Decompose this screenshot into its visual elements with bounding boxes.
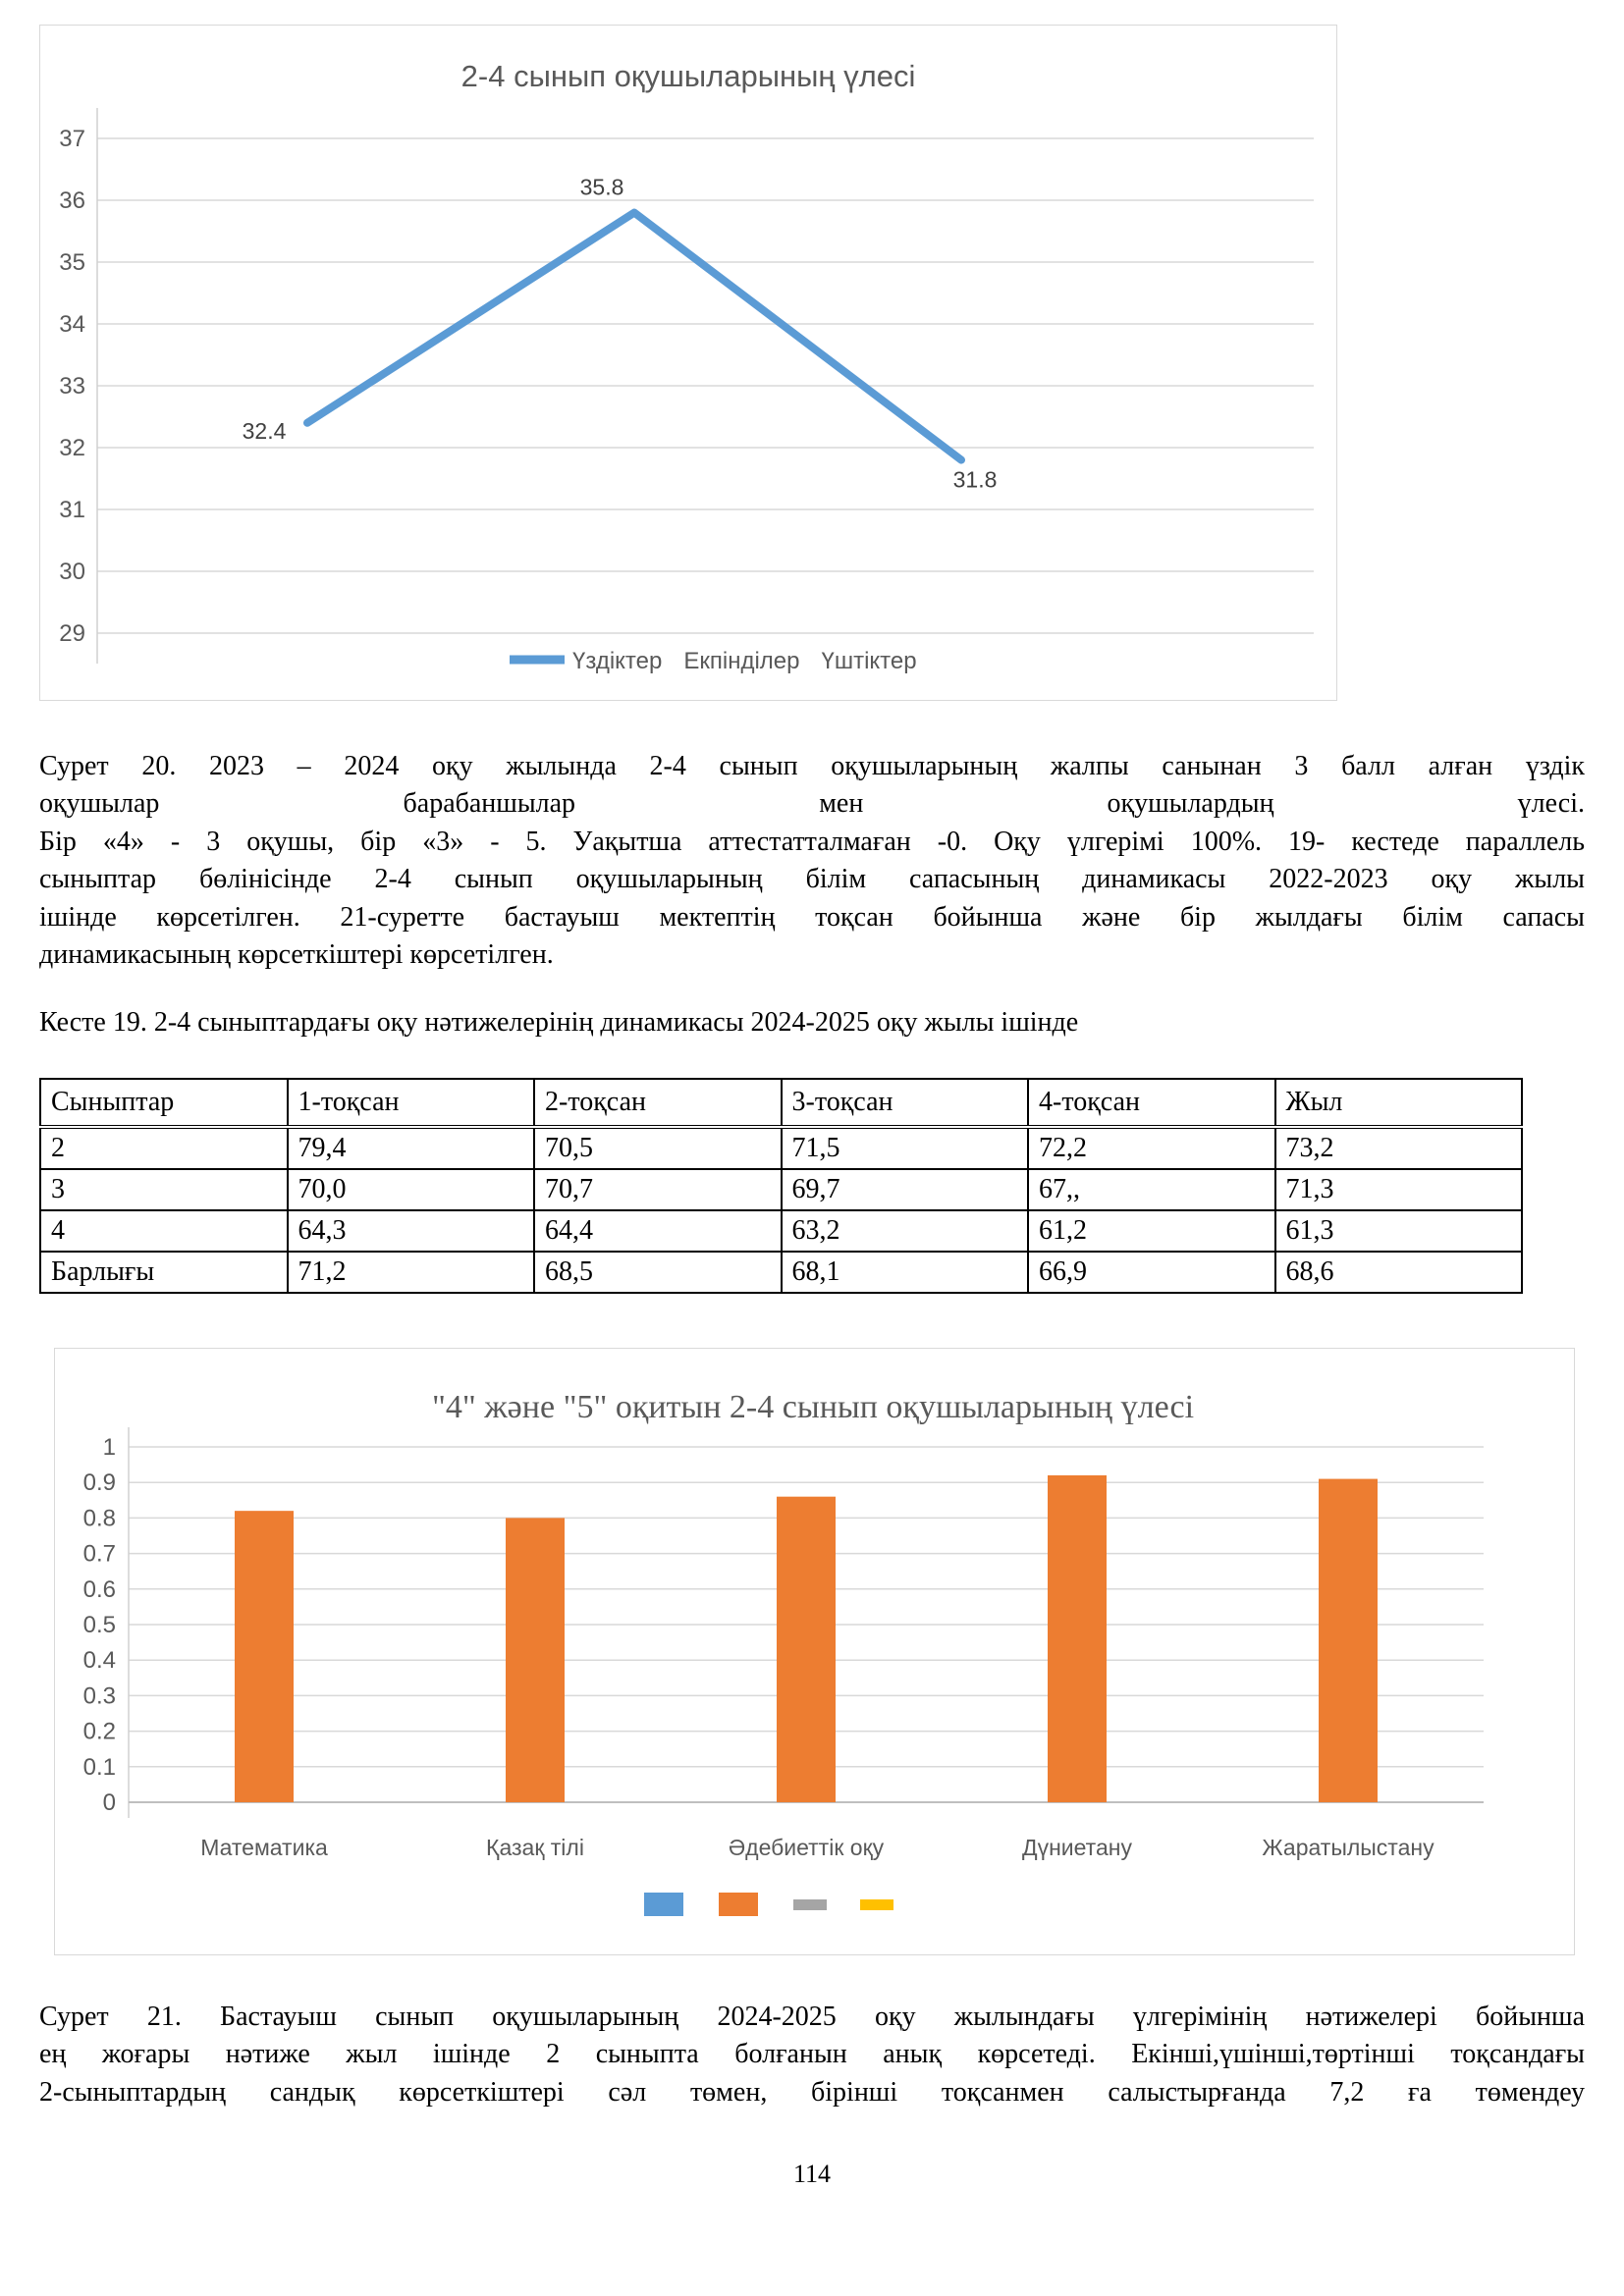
line-chart-canvas	[40, 26, 1336, 700]
results-table-wrap	[39, 1078, 1523, 1294]
table-cell: 79,4	[288, 1127, 535, 1169]
paragraph-line: Сурет 20. 2023 – 2024 оқу жылында 2-4 сынып оқушыларының жалпы санынан 3 балл алған үздік	[39, 751, 1585, 781]
table-cell: 68,5	[534, 1252, 782, 1293]
table-cell: 67,,	[1028, 1169, 1275, 1210]
table-cell: 72,2	[1028, 1127, 1275, 1169]
bar	[777, 1497, 836, 1802]
paragraph-line: 2-сыныптардың сандық көрсеткіштері сәл төмен, бірінші тоқсанмен салыстырғанда 7,2 ға төмендеу	[39, 2076, 1585, 2108]
legend-swatch	[793, 1899, 827, 1910]
y-axis-tick: 1	[102, 1434, 116, 1461]
legend-swatch	[860, 1899, 893, 1910]
y-axis-tick: 0.7	[82, 1540, 116, 1568]
paragraph-line: Бір «4» - 3 оқушы, бір «3» - 5. Уақытша аттестатталмаған -0. Оқу үлгерімі 100%. 19- кестеде параллель	[39, 826, 1585, 857]
bar	[235, 1511, 294, 1802]
y-axis-tick: 32	[59, 435, 85, 461]
y-axis-tick: 31	[59, 497, 85, 523]
table-header-cell: Жыл	[1275, 1079, 1523, 1127]
table-cell: Барлығы	[40, 1252, 288, 1293]
paragraph-line: Сурет 21. Бастауыш сынып оқушыларының 2024-2025 оқу жылындағы үлгерімінің нәтижелері бойынша	[39, 2002, 1585, 2032]
category-label: Қазақ тілі	[486, 1835, 584, 1860]
table-row	[40, 1169, 1522, 1210]
bar	[506, 1518, 565, 1802]
y-axis-tick: 0.9	[82, 1469, 116, 1497]
table-cell: 70,0	[288, 1169, 535, 1210]
category-label: Математика	[200, 1835, 328, 1860]
category-label: Жаратылыстану	[1262, 1835, 1435, 1860]
bar	[1048, 1475, 1107, 1802]
bar	[1319, 1479, 1378, 1802]
table-header-cell: 3-тоқсан	[782, 1079, 1029, 1127]
y-axis-tick: 37	[59, 126, 85, 152]
table-header-cell: Сыныптар	[40, 1079, 288, 1127]
y-axis-tick: 0.6	[82, 1575, 116, 1603]
y-axis-tick: 0.4	[82, 1647, 116, 1675]
table-cell: 71,3	[1275, 1169, 1523, 1210]
table-cell: 64,4	[534, 1210, 782, 1252]
y-axis-tick: 0.2	[82, 1718, 116, 1745]
table-cell: 70,5	[534, 1127, 782, 1169]
y-axis-tick: 29	[59, 620, 85, 647]
y-axis-tick: 34	[59, 311, 85, 338]
table-cell: 64,3	[288, 1210, 535, 1252]
table-header-cell: 1-тоқсан	[288, 1079, 535, 1127]
table-cell: 2	[40, 1127, 288, 1169]
table-cell: 61,2	[1028, 1210, 1275, 1252]
table-row	[40, 1210, 1522, 1252]
table-cell: 61,3	[1275, 1210, 1523, 1252]
results-table	[39, 1078, 1523, 1294]
legend-label: Үздіктер Екпінділер Үштіктер	[572, 648, 917, 674]
data-label: 35.8	[579, 174, 624, 200]
y-axis-tick: 0.8	[82, 1505, 116, 1532]
data-series-line	[307, 213, 961, 460]
table-cell: 66,9	[1028, 1252, 1275, 1293]
chart-title: 2-4 сынып оқушыларының үлесі	[460, 59, 916, 93]
table-header-row	[40, 1079, 1522, 1127]
line-chart-pupil-share	[39, 25, 1337, 701]
data-label: 31.8	[952, 466, 998, 493]
table-cell: 71,2	[288, 1252, 535, 1293]
page-number: 114	[792, 2160, 832, 2188]
table-cell: 4	[40, 1210, 288, 1252]
data-label: 32.4	[242, 417, 287, 444]
y-axis-tick: 0.3	[82, 1682, 116, 1710]
y-axis-tick: 0.5	[82, 1612, 116, 1638]
table-caption: Кесте 19. 2-4 сыныптардағы оқу нәтижелерінің динамикасы 2024-2025 оқу жылы ішінде	[39, 1007, 1079, 1038]
table-header-cell: 2-тоқсан	[534, 1079, 782, 1127]
category-label: Әдебиеттік оқу	[728, 1835, 885, 1860]
figure20-paragraph	[39, 748, 1585, 974]
chart-title: "4" және "5" оқитын 2-4 сынып оқушыларының үлесі	[431, 1389, 1195, 1425]
table-header-cell: 4-тоқсан	[1028, 1079, 1275, 1127]
y-axis-tick: 35	[59, 249, 85, 276]
paragraph-line: сыныптар бөлінісінде 2-4 сынып оқушыларының білім сапасының динамикасы 2022-2023 оқу жылы	[39, 864, 1585, 895]
bar-chart-good-excellent	[54, 1348, 1575, 1955]
y-axis-tick: 30	[59, 559, 85, 585]
legend-swatch	[644, 1893, 683, 1916]
bar-chart-canvas	[55, 1349, 1574, 1954]
table-cell: 3	[40, 1169, 288, 1210]
table-cell: 68,1	[782, 1252, 1029, 1293]
table-cell: 63,2	[782, 1210, 1029, 1252]
table-cell: 69,7	[782, 1169, 1029, 1210]
paragraph-line: оқушылар барабаншылар мен оқушылардың үлесі.	[39, 788, 1585, 820]
table-cell: 73,2	[1275, 1127, 1523, 1169]
y-axis-tick: 0.1	[82, 1753, 116, 1781]
legend-swatch	[719, 1893, 758, 1916]
category-label: Дүниетану	[1022, 1835, 1132, 1860]
table-cell: 71,5	[782, 1127, 1029, 1169]
y-axis-tick: 0	[102, 1789, 116, 1816]
paragraph-line: ең жоғары нәтиже жыл ішінде 2 сыныпта болғанын анық көрсетеді. Екінші,үшінші,төртінші тоқсандағы	[39, 2039, 1585, 2070]
paragraph-line: динамикасының көрсеткіштері көрсетілген.	[39, 939, 554, 971]
table-cell: 68,6	[1275, 1252, 1523, 1293]
table-row	[40, 1127, 1522, 1169]
paragraph-line: ішінде көрсетілген. 21-суретте бастауыш мектептің тоқсан бойынша және бір жылдағы білім сапасы	[39, 901, 1585, 933]
figure21-paragraph	[39, 1999, 1585, 2111]
y-axis-tick: 36	[59, 187, 85, 214]
table-row	[40, 1252, 1522, 1293]
y-axis-tick: 33	[59, 373, 85, 400]
table-cell: 70,7	[534, 1169, 782, 1210]
